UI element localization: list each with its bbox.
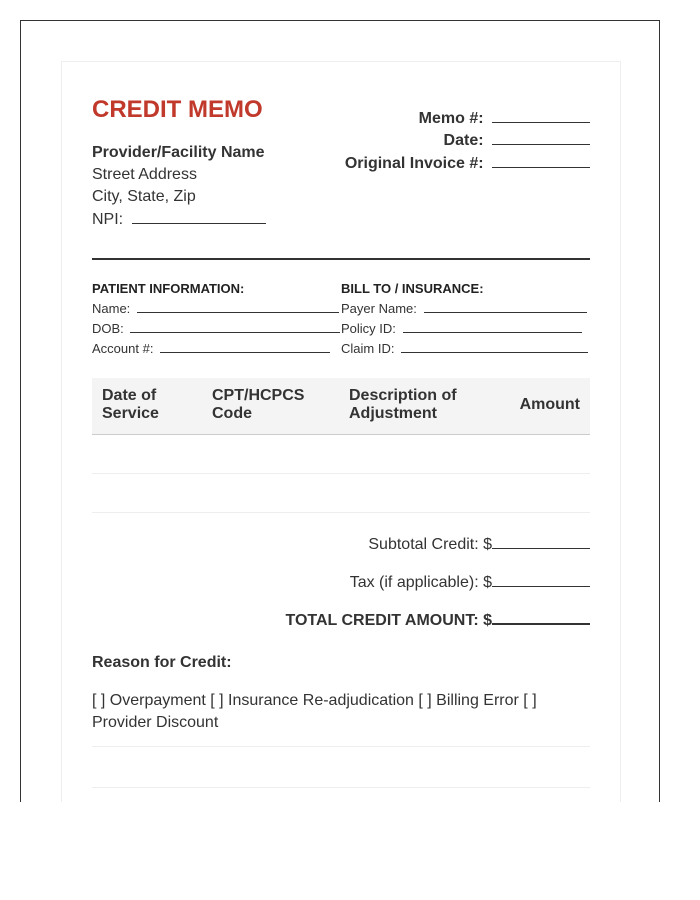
- credit-memo-page: [61, 61, 621, 802]
- claim-id-field: [341, 341, 588, 356]
- npi-label: NPI:: [92, 211, 124, 228]
- col-description: Description of Adjustment: [349, 387, 457, 422]
- policy-id-field: [341, 321, 582, 336]
- provider-name: Provider/Facility Name: [92, 144, 265, 161]
- patient-name-field: [92, 301, 339, 316]
- provider-npi: [92, 211, 266, 229]
- policy-id-blank: [403, 332, 582, 333]
- policy-id-label: Policy ID:: [341, 321, 396, 336]
- subtotal-blank: [492, 548, 590, 549]
- document-frame: [20, 20, 660, 802]
- memo-date-field: [444, 132, 590, 150]
- total-credit-amount: [285, 612, 590, 630]
- memo-number-label: Memo #:: [418, 110, 484, 127]
- bill-to-heading: BILL TO / INSURANCE:: [341, 281, 484, 296]
- patient-account-label: Account #:: [92, 341, 154, 356]
- patient-name-label: Name:: [92, 301, 131, 316]
- col-amount: Amount: [519, 396, 580, 413]
- memo-date-blank: [492, 144, 590, 145]
- tax-blank: [492, 586, 590, 587]
- patient-dob-blank: [130, 332, 340, 333]
- patient-name-blank: [137, 312, 339, 313]
- original-invoice-label: Original Invoice #:: [344, 155, 484, 172]
- adjustment-table: [92, 378, 590, 513]
- memo-title: CREDIT MEMO: [92, 96, 263, 123]
- table-header: [92, 378, 590, 435]
- table-row: [92, 474, 590, 513]
- memo-number-blank: [492, 122, 590, 123]
- table-row: [92, 435, 590, 474]
- patient-info-heading: PATIENT INFORMATION:: [92, 281, 245, 296]
- provider-street: Street Address: [92, 166, 197, 183]
- npi-blank: [132, 223, 266, 224]
- total-credit-blank: [492, 623, 590, 625]
- original-invoice-blank: [492, 167, 590, 168]
- col-date-of-service: Date of Service: [102, 387, 159, 422]
- memo-date-label: Date:: [443, 132, 484, 149]
- reason-line-1: [92, 746, 590, 747]
- total-credit-label: TOTAL CREDIT AMOUNT: $: [285, 612, 492, 629]
- subtotal-label: Subtotal Credit: $: [368, 536, 492, 553]
- header-divider: [92, 258, 590, 260]
- patient-dob-field: [92, 321, 340, 336]
- patient-account-field: [92, 341, 330, 356]
- patient-dob-label: DOB:: [92, 321, 124, 336]
- memo-number-field: [419, 110, 590, 128]
- patient-account-blank: [160, 352, 330, 353]
- original-invoice-field: [345, 155, 590, 173]
- provider-city: City, State, Zip: [92, 188, 196, 205]
- payer-name-field: [341, 301, 587, 316]
- reason-options: [ ] Overpayment [ ] Insurance Re-adjudication [ ] Billing Error [ ] Provider Discount: [92, 692, 537, 731]
- reason-line-2: [92, 787, 590, 788]
- payer-name-label: Payer Name:: [341, 301, 417, 316]
- reason-heading: Reason for Credit:: [92, 654, 232, 671]
- col-cpt-code: CPT/HCPCS Code: [212, 387, 305, 422]
- subtotal-credit: [368, 536, 590, 554]
- tax-label: Tax (if applicable): $: [349, 574, 492, 591]
- claim-id-blank: [401, 352, 588, 353]
- claim-id-label: Claim ID:: [341, 341, 395, 356]
- tax-amount: [350, 574, 590, 592]
- payer-name-blank: [424, 312, 587, 313]
